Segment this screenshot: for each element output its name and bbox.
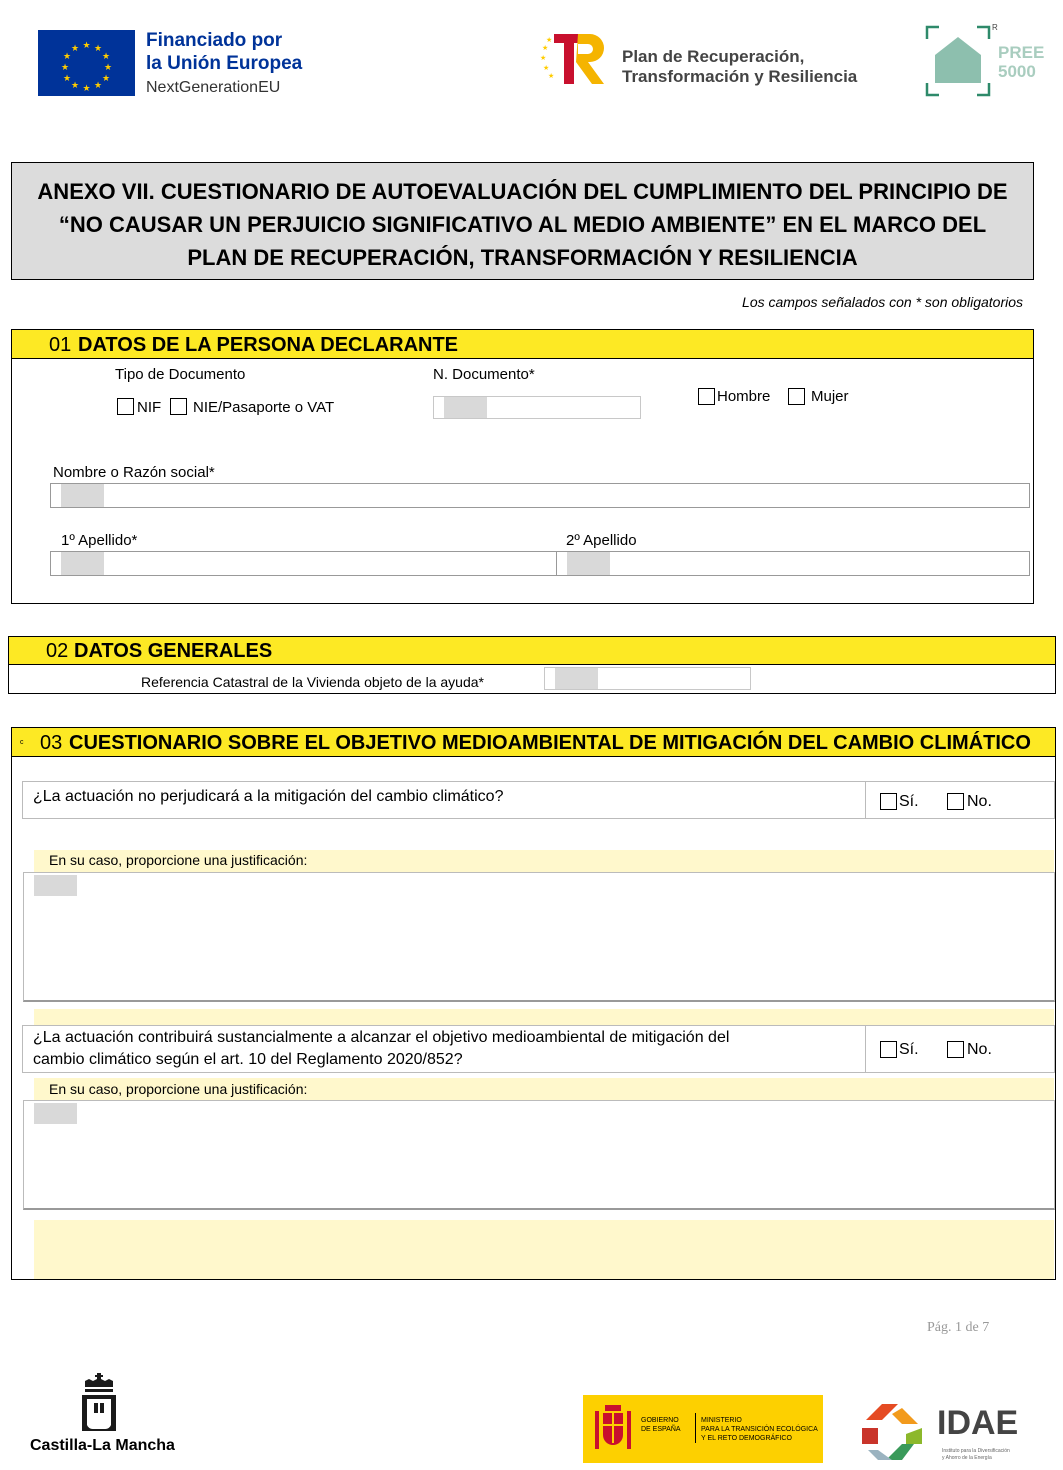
svg-text:★: ★ xyxy=(82,41,91,51)
idae-sub1: Instituto para la Diversificación xyxy=(942,1448,1010,1454)
svg-text:★: ★ xyxy=(540,54,547,62)
svg-text:★: ★ xyxy=(70,81,80,91)
surname2-label: 2º Apellido xyxy=(566,532,637,549)
gob-line1: GOBIERNO xyxy=(641,1417,679,1424)
question-text: ¿La actuación no perjudicará a la mitigación del cambio climático? xyxy=(33,788,504,805)
eu-line3: NextGenerationEU xyxy=(146,79,281,96)
svg-text:★: ★ xyxy=(548,72,555,80)
pale-footer-block xyxy=(34,1220,1054,1279)
question-text-line1: ¿La actuación contribuirá sustancialmente a alcanzar el objetivo medioambiental de mitigación del xyxy=(33,1029,730,1046)
idae-text: IDAE xyxy=(937,1404,1019,1442)
plan-line2: Transformación y Resiliencia xyxy=(622,67,858,86)
svg-text:★: ★ xyxy=(60,63,70,73)
section-header xyxy=(12,330,1033,359)
clm-logo xyxy=(30,1373,175,1463)
spain-coat-of-arms-icon xyxy=(591,1401,635,1457)
section-header xyxy=(12,728,1055,757)
name-label: Nombre o Razón social* xyxy=(53,464,215,481)
title-line3: PLAN DE RECUPERACIÓN, TRANSFORMACIÓN Y RESILIENCIA xyxy=(187,245,858,270)
section-questionnaire xyxy=(11,727,1056,1280)
field-shade xyxy=(34,875,77,896)
pree-line1: PREE xyxy=(998,43,1045,62)
section-title: CUESTIONARIO SOBRE EL OBJETIVO MEDIOAMBIENTAL DE MITIGACIÓN DEL CAMBIO CLIMÁTICO xyxy=(69,732,1031,754)
no-label: No. xyxy=(967,793,992,810)
required-note: Los campos señalados con * son obligatorios xyxy=(742,294,1023,310)
question-text-line2: cambio climático según el art. 10 del Reglamento 2020/852? xyxy=(33,1051,463,1068)
clm-text: Castilla-La Mancha xyxy=(30,1437,175,1454)
mujer-label: Mujer xyxy=(811,388,849,405)
title-line2: “NO CAUSAR UN PERJUICIO SIGNIFICATIVO AL MEDIO AMBIENTE” EN EL MARCO DEL xyxy=(58,212,987,237)
field-shade xyxy=(61,552,104,575)
justification-textarea[interactable] xyxy=(23,1100,1055,1210)
svg-text:★: ★ xyxy=(93,44,103,54)
cadastral-field[interactable] xyxy=(544,667,751,690)
justification-textarea[interactable] xyxy=(23,872,1055,1002)
clm-castle-icon xyxy=(79,1373,119,1433)
tr-logo-icon xyxy=(540,30,610,90)
gobierno-espana-logo xyxy=(583,1395,823,1463)
doc-number-label: N. Documento* xyxy=(433,366,535,383)
field-shade xyxy=(61,484,104,507)
justify-label: En su caso, proporcione una justificación: xyxy=(49,852,308,868)
doc-type-label: Tipo de Documento xyxy=(115,366,246,383)
question-row xyxy=(22,781,1055,819)
section-general xyxy=(8,636,1056,694)
svg-text:★: ★ xyxy=(103,63,113,73)
page-number: Pág. 1 de 7 xyxy=(927,1320,990,1335)
idae-emblem-icon xyxy=(852,1400,932,1464)
eu-line2: la Unión Europea xyxy=(146,53,303,74)
section-declarant xyxy=(11,329,1034,604)
question-row xyxy=(22,1025,1055,1073)
mujer-checkbox[interactable] xyxy=(788,388,805,405)
title-line1: ANEXO VII. CUESTIONARIO DE AUTOEVALUACIÓN DEL CUMPLIMIENTO DEL PRINCIPIO DE xyxy=(37,179,1008,204)
yes-label: Sí. xyxy=(899,793,919,810)
pree-reg: R xyxy=(992,23,998,32)
hombre-checkbox[interactable] xyxy=(698,388,715,405)
nie-checkbox[interactable] xyxy=(170,398,187,415)
svg-text:★: ★ xyxy=(101,74,111,84)
name-field[interactable] xyxy=(50,483,1030,508)
no-checkbox[interactable] xyxy=(947,1041,964,1058)
section-mark: c xyxy=(20,739,24,746)
no-checkbox[interactable] xyxy=(947,793,964,810)
svg-text:★: ★ xyxy=(62,52,72,62)
no-label: No. xyxy=(967,1041,992,1058)
section-title: DATOS DE LA PERSONA DECLARANTE xyxy=(78,334,459,356)
pale-separator xyxy=(34,1009,1054,1025)
doc-number-field[interactable] xyxy=(433,396,641,419)
gob-line2: DE ESPAÑA xyxy=(641,1426,681,1433)
surname1-field[interactable] xyxy=(50,551,557,576)
min-line1: MINISTERIO xyxy=(701,1417,742,1424)
hombre-label: Hombre xyxy=(717,388,771,405)
justify-label-bar xyxy=(34,850,1054,872)
gob-divider xyxy=(695,1413,696,1443)
nie-label: NIE/Pasaporte o VAT xyxy=(193,399,335,416)
surname1-label: 1º Apellido* xyxy=(61,532,138,549)
pree5000-logo xyxy=(925,25,1050,100)
eu-logo xyxy=(38,30,318,100)
field-shade xyxy=(444,397,487,418)
nif-label: NIF xyxy=(137,399,162,416)
svg-text:★: ★ xyxy=(70,44,80,54)
plan-recuperacion-logo xyxy=(540,30,890,90)
justify-label-bar xyxy=(34,1078,1054,1100)
pree-line2: 5000 xyxy=(998,62,1036,81)
min-line2: PARA LA TRANSICIÓN ECOLÓGICA xyxy=(701,1426,818,1433)
surname2-field[interactable] xyxy=(556,551,1030,576)
plan-line1: Plan de Recuperación, xyxy=(622,47,805,66)
svg-text:★: ★ xyxy=(82,84,91,94)
section-number: 01 xyxy=(49,334,72,356)
field-shade xyxy=(34,1103,77,1124)
svg-text:★: ★ xyxy=(101,52,111,62)
yes-label: Sí. xyxy=(899,1041,919,1058)
svg-text:★: ★ xyxy=(93,81,103,91)
field-shade xyxy=(567,552,610,575)
svg-text:★: ★ xyxy=(546,36,553,44)
svg-text:★: ★ xyxy=(62,74,72,84)
eu-flag-icon xyxy=(38,30,135,96)
yes-checkbox[interactable] xyxy=(880,1041,897,1058)
question-divider xyxy=(865,1026,866,1072)
svg-text:★: ★ xyxy=(543,64,550,72)
section-number: 03 xyxy=(40,732,63,754)
yes-checkbox[interactable] xyxy=(880,793,897,810)
section-title: DATOS GENERALES xyxy=(74,640,273,662)
min-line3: Y EL RETO DEMOGRÁFICO xyxy=(701,1435,792,1442)
section-number: 02 xyxy=(46,640,69,662)
document-title-box xyxy=(11,162,1034,280)
eu-line1: Financiado por xyxy=(146,30,283,51)
section-header xyxy=(9,637,1055,665)
question-divider xyxy=(865,782,866,818)
nif-checkbox[interactable] xyxy=(117,398,134,415)
justify-label: En su caso, proporcione una justificación: xyxy=(49,1081,308,1097)
idae-logo xyxy=(852,1400,1032,1465)
svg-text:★: ★ xyxy=(542,44,549,52)
cadastral-label: Referencia Catastral de la Vivienda objeto de la ayuda* xyxy=(141,674,484,690)
idae-sub2: y Ahorro de la Energía xyxy=(942,1455,992,1461)
field-shade xyxy=(555,668,598,689)
house-icon xyxy=(925,25,995,97)
